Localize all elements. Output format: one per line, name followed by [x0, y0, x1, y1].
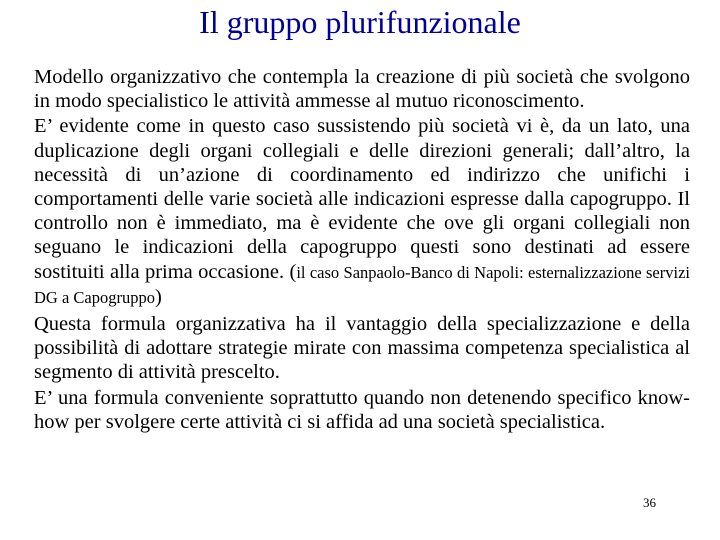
page-number: 36	[643, 495, 656, 510]
case-note-close: )	[154, 285, 162, 308]
slide-body	[34, 65, 690, 434]
paragraph-governance	[34, 114, 690, 310]
paragraph-governance-text: E’ evidente come in questo caso sussistendo più società vi è, da un lato, una duplicazione degli organi collegiali e delle direzioni generali; dall’altro, la necessità di un’azione di coordinamento ed indirizzo che unifichi i comportamenti delle varie società alle indicazioni espresse dalla capogruppo. Il controllo non è immediato, ma è evidente che ove gli organi collegiali non seguano le indicazioni della capogruppo questi sono destinati ad essere sostituiti alla prima occasione. (	[34, 115, 690, 283]
paragraph-advantage: Questa formula organizzativa ha il vantaggio della specializzazione e della possibilità di adottare strategie mirate con massima competenza specialistica al segmento di attività prescelto.	[34, 313, 690, 384]
case-note: il caso Sanpaolo-Banco di Napoli: esternalizzazione servizi DG a Capogruppo	[34, 262, 690, 307]
paragraph-definition: Modello organizzativo che contempla la creazione di più società che svolgono in modo specialistico le attività ammesse al mutuo riconoscimento.	[34, 66, 690, 113]
slide-title: Il gruppo plurifunzionale	[199, 4, 521, 40]
paragraph-convenience: E’ una formula conveniente soprattutto quando non detenendo specifico know-how per svolgere certe attività ci si affida ad una società specialistica.	[34, 386, 690, 433]
